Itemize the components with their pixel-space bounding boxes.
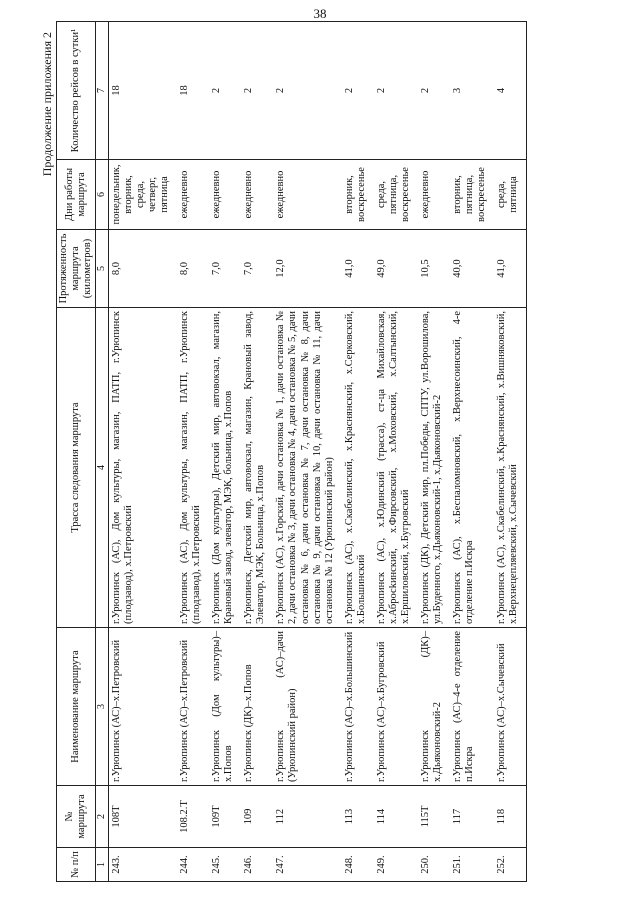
column-number: 5	[96, 230, 109, 308]
column-number: 2	[96, 786, 109, 848]
cell-n: 245.	[209, 848, 241, 882]
cell-n: 249.	[374, 848, 418, 882]
cell-n: 244.	[177, 848, 209, 882]
cell-days: ежедневно	[209, 160, 241, 230]
table-row	[418, 22, 450, 882]
column-number: 6	[96, 160, 109, 230]
cell-days: вторник, воскресенье	[342, 160, 374, 230]
cell-days: вторник, пятница, воскресенье	[450, 160, 494, 230]
cell-name: г.Урюпинск (АС)–дачи (Урюпинский район)	[273, 628, 341, 786]
cell-path: г.Урюпинск (Дом культуры), Детский мир, автовокзал, магазин, Крановый завод, элеватор, МЭК, больница, х.Попов	[209, 308, 241, 628]
table-row	[342, 22, 374, 882]
cell-route: 108.2.Т	[177, 786, 209, 848]
cell-path: г.Урюпинск (АС), х.Беспаломновский, х.Верхнесоинский, 4-е отделение п.Искра	[450, 308, 494, 628]
column-number: 3	[96, 628, 109, 786]
routes-table	[56, 21, 527, 882]
cell-days: ежедневно	[241, 160, 273, 230]
cell-n: 247.	[273, 848, 341, 882]
cell-trips: 2	[418, 22, 450, 160]
cell-path: г.Урюпинск (АС), Дом культуры, магазин, ПАТП, г.Урюпинск (плодзавод), х.Петровский	[177, 308, 209, 628]
cell-n: 251.	[450, 848, 494, 882]
cell-name: г.Урюпинск (АС)–4-е отделение п.Искра	[450, 628, 494, 786]
page-number: 38	[313, 6, 327, 21]
cell-trips: 2	[374, 22, 418, 160]
continuation-label: Продолжение приложения 2	[40, 32, 54, 177]
table-row	[241, 22, 273, 882]
column-number: 1	[96, 848, 109, 882]
header-row	[57, 22, 96, 882]
cell-n: 248.	[342, 848, 374, 882]
table-row	[108, 22, 177, 882]
cell-route: 109Т	[209, 786, 241, 848]
cell-route: 118	[494, 786, 527, 848]
table-row	[494, 22, 527, 882]
column-number: 7	[96, 22, 109, 160]
cell-n: 246.	[241, 848, 273, 882]
table-row	[450, 22, 494, 882]
cell-route: 114	[374, 786, 418, 848]
table-row	[273, 22, 341, 882]
cell-length: 40,0	[450, 230, 494, 308]
column-number-row	[96, 22, 109, 882]
cell-trips: 18	[108, 22, 177, 160]
cell-n: 250.	[418, 848, 450, 882]
cell-n: 243.	[108, 848, 177, 882]
cell-route: 109	[241, 786, 273, 848]
cell-trips: 2	[342, 22, 374, 160]
cell-days: ежедневно	[177, 160, 209, 230]
table-body	[108, 22, 527, 882]
cell-route: 108Т	[108, 786, 177, 848]
column-number: 4	[96, 308, 109, 628]
rotated-page	[40, 22, 610, 882]
cell-length: 7,0	[209, 230, 241, 308]
cell-name: г.Урюпинск (Дом культуры)–х.Попов	[209, 628, 241, 786]
table-row	[209, 22, 241, 882]
cell-length: 12,0	[273, 230, 341, 308]
cell-path: г.Урюпинск (АС), х.Скабелинский, х.Краснянский, х.Серковский, х.Большинский	[342, 308, 374, 628]
cell-days: ежедневно	[273, 160, 341, 230]
header-cell: Протяженность маршрута (километров)	[57, 230, 96, 308]
cell-path: г.Урюпинск (АС), х.Скабелинский, х.Краснянский, х.Вишняковский, х.Верхнецепляевский, х.Сычевский	[494, 308, 527, 628]
cell-length: 49,0	[374, 230, 418, 308]
header-cell: № п/п	[57, 848, 96, 882]
cell-path: г.Урюпинск (АС), Дом культуры, магазин, ПАТП, г.Урюпинск (плодзавод), х.Петровский	[108, 308, 177, 628]
cell-days: среда, пятница	[494, 160, 527, 230]
cell-trips: 3	[450, 22, 494, 160]
cell-days: среда, пятница, воскресенье	[374, 160, 418, 230]
cell-length: 41,0	[494, 230, 527, 308]
cell-name: г.Урюпинск (ДК)–х.Дьяконовский-2	[418, 628, 450, 786]
cell-length: 8,0	[108, 230, 177, 308]
cell-name: г.Урюпинск (АС)–х.Сычевский	[494, 628, 527, 786]
cell-name: г.Урюпинск (АС)–х.Петровский	[177, 628, 209, 786]
cell-length: 8,0	[177, 230, 209, 308]
table-row	[374, 22, 418, 882]
header-cell: Дни работы маршрута	[57, 160, 96, 230]
cell-trips: 2	[241, 22, 273, 160]
cell-name: г.Урюпинск (ДК)–х.Попов	[241, 628, 273, 786]
header-cell: Трасса следования маршрута	[57, 308, 96, 628]
cell-length: 41,0	[342, 230, 374, 308]
cell-name: г.Урюпинск (АС)–х.Бугровский	[374, 628, 418, 786]
cell-days: понедельник, вторник, среда, четверг, пятница	[108, 160, 177, 230]
cell-name: г.Урюпинск (АС)–х.Петровский	[108, 628, 177, 786]
header-cell: Наименование маршрута	[57, 628, 96, 786]
cell-trips: 2	[273, 22, 341, 160]
cell-trips: 4	[494, 22, 527, 160]
cell-trips: 18	[177, 22, 209, 160]
header-cell: Количество рейсов в сутки¹	[57, 22, 96, 160]
cell-path: г.Урюпинск, Детский мир, автовокзал, магазин, Крановый завод, Элеватор, МЭК, Больница, х.Попов	[241, 308, 273, 628]
cell-name: г.Урюпинск (АС)–х.Большинский	[342, 628, 374, 786]
cell-length: 7,0	[241, 230, 273, 308]
cell-route: 112	[273, 786, 341, 848]
cell-path: г.Урюпинск (ДК), Детский мир, пл.Победы, СПТУ, ул.Ворошилова, ул.Буденного, х.Дьяконовский-1, х.Дьяконовский-2	[418, 308, 450, 628]
cell-path: г.Урюпинск (АС), х.Юдинский (трасса), ст-ца Михайловская, х.Абросkинский, х.Фирсовский, х.Моховский, х.Салтынский, х.Ершиловский, х.Бугровский	[374, 308, 418, 628]
table-row	[177, 22, 209, 882]
cell-n: 252.	[494, 848, 527, 882]
cell-route: 113	[342, 786, 374, 848]
header-cell: № маршрута	[57, 786, 96, 848]
cell-length: 10,5	[418, 230, 450, 308]
cell-path: г.Урюпинск (АС), х.Горский, дачи остановка № 1, дачи остановка № 2, дачи остановка № 3, дачи остановка № 4, дачи остановка № 5, дачи остановка № 6, дачи остановка № 7, дачи остановка № 8, дачи остановка № 9, дачи остановка № 10, дачи остановка № 11, дачи остановка № 12 (Урюпинский район)	[273, 308, 341, 628]
cell-route: 117	[450, 786, 494, 848]
cell-days: ежедневно	[418, 160, 450, 230]
cell-route: 115Т	[418, 786, 450, 848]
cell-trips: 2	[209, 22, 241, 160]
